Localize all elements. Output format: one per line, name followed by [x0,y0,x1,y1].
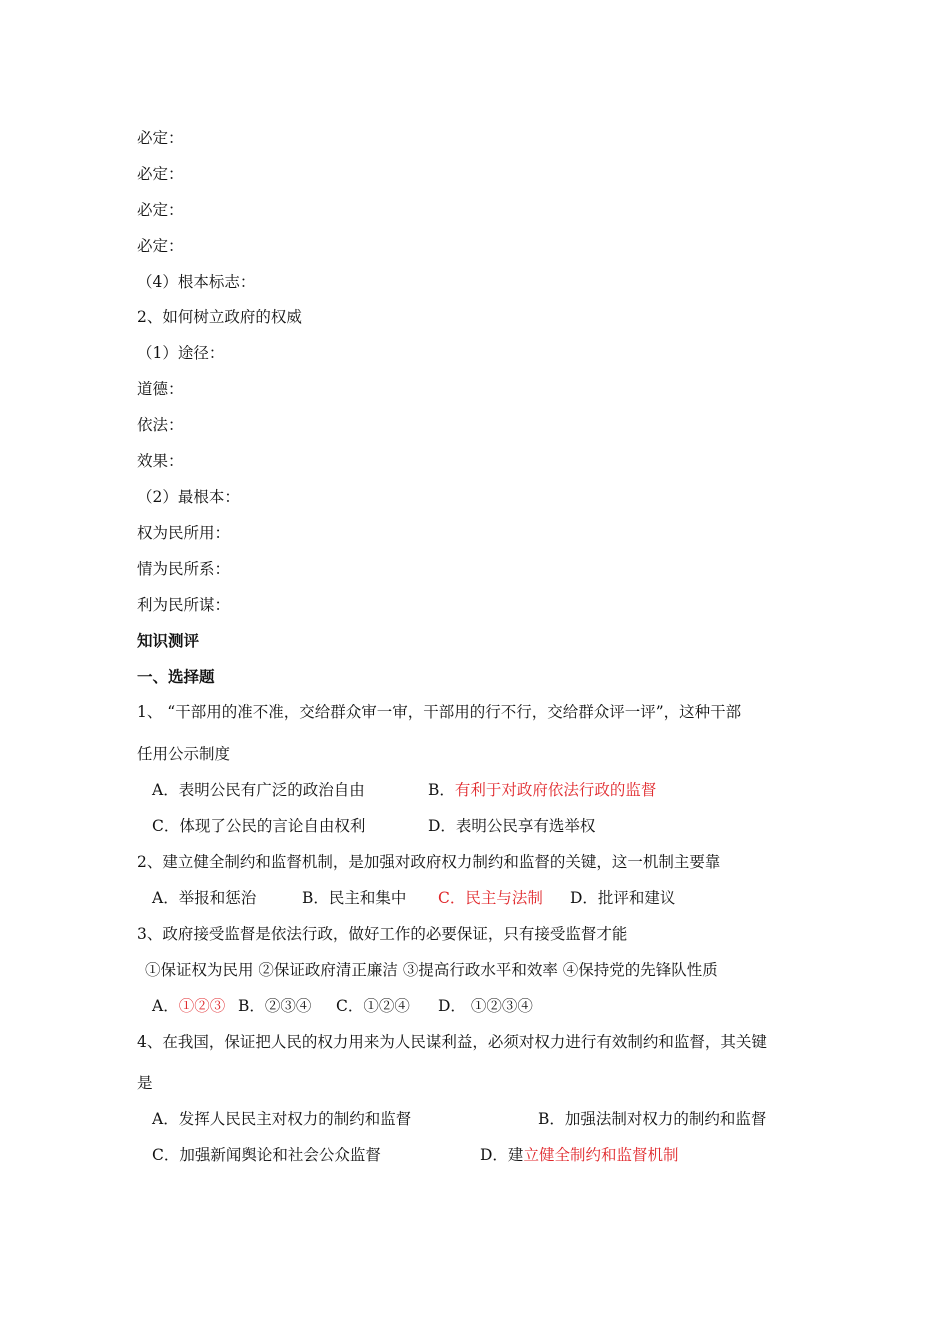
question-3-stem: 3、政府接受监督是依法行政，做好工作的必要保证，只有接受监督才能 [137,925,628,943]
answer-highlight: ①②③ [178,997,226,1015]
outline-heading: 2、如何树立政府的权威 [137,308,302,326]
question-3-option-d: D． ①②③④ [438,997,533,1015]
outline-line: 效果： [137,452,184,470]
question-1-option-a: A．表明公民有广泛的政治自由 [152,781,365,799]
answer-highlight: 有利于对政府依法行政的监督 [454,781,657,799]
outline-line: 权为民所用： [137,524,231,542]
question-4-option-a: A．发挥人民民主对权力的制约和监督 [152,1110,412,1128]
option-label: D．建 [480,1146,524,1164]
outline-line: 必定： [137,165,184,183]
question-1-option-d: D．表明公民享有选举权 [428,817,596,835]
question-4-option-d [480,1145,678,1165]
outline-line: 情为民所系： [137,560,231,578]
outline-line: 依法： [137,416,184,434]
outline-line: 必定： [137,201,184,219]
outline-line: 利为民所谋： [137,596,231,614]
question-2-option-a: A．举报和惩治 [152,889,257,907]
answer-highlight: 立健全制约和监督机制 [523,1146,679,1164]
question-4-stem: 4、在我国，保证把人民的权力用来为人民谋利益，必须对权力进行有效制约和监督，其关键 [137,1033,767,1051]
outline-line: （4）根本标志： [137,273,256,291]
outline-line: （1）途径： [137,344,225,362]
question-1-option-b [428,780,656,800]
question-2-stem: 2、建立健全制约和监督机制，是加强对政府权力制约和监督的关键，这一机制主要靠 [137,853,721,871]
question-1-stem: 1、 “干部用的准不准，交给群众审一审，干部用的行不行，交给群众评一评”，这种干部 [137,703,742,721]
question-2-option-c: C．民主与法制 [438,889,543,907]
option-label: A． [152,997,179,1015]
question-1-option-c: C．体现了公民的言论自由权利 [152,817,366,835]
question-2-option-d: D．批评和建议 [570,889,676,907]
question-4-option-c: C．加强新闻舆论和社会公众监督 [152,1146,381,1164]
question-2-option-b: B．民主和集中 [302,889,407,907]
question-1-stem-cont: 任用公示制度 [137,745,231,763]
outline-line: 必定： [137,237,184,255]
section-title: 知识测评 [137,631,200,650]
subsection-title: 一、选择题 [137,667,215,686]
question-4-option-b: B．加强法制对权力的制约和监督 [538,1110,767,1128]
question-3-option-c: C．①②④ [336,997,410,1015]
outline-line: （2）最根本： [137,488,240,506]
option-label: B． [428,781,455,799]
outline-line: 道德： [137,380,184,398]
question-3-option-a [152,996,225,1016]
question-4-stem-cont: 是 [137,1074,153,1092]
question-3-items: ①保证权为民用 ②保证政府清正廉洁 ③提高行政水平和效率 ④保持党的先锋队性质 [145,961,718,979]
question-3-option-b: B．②③④ [238,997,312,1015]
outline-line: 必定： [137,129,184,147]
